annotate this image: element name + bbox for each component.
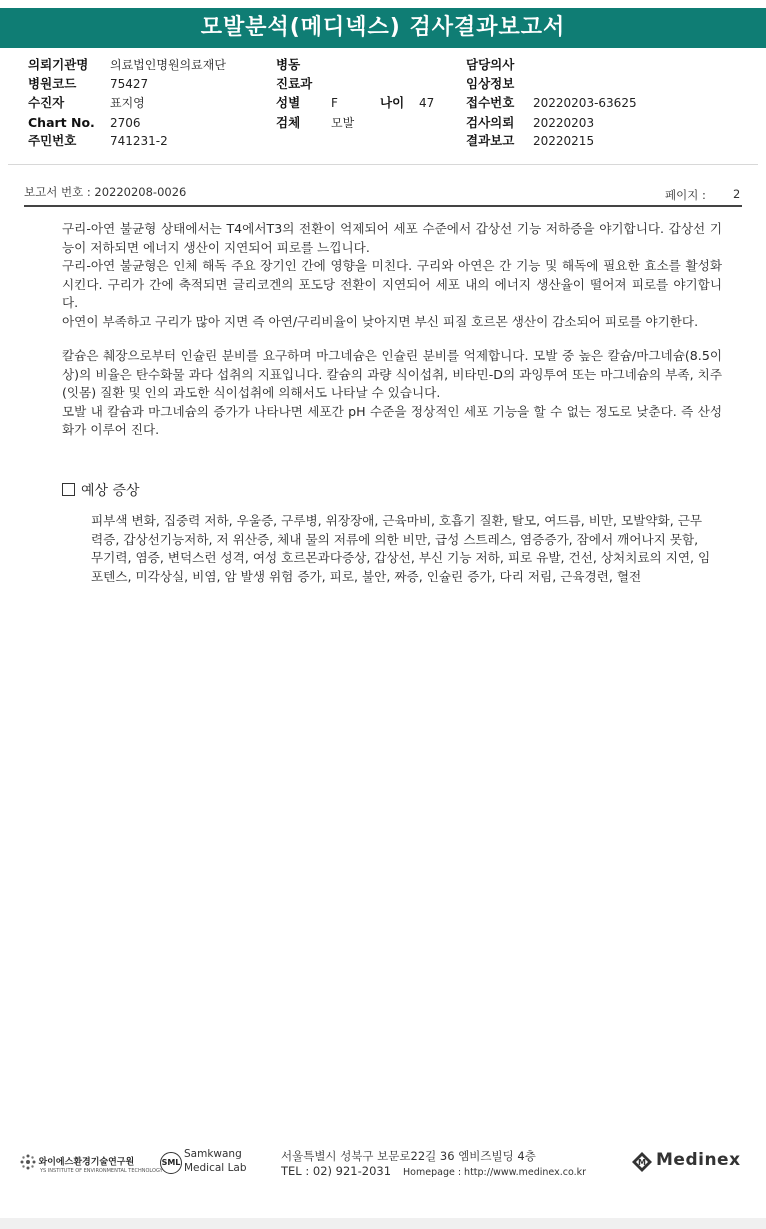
age-value: 47 xyxy=(419,96,435,110)
patient-value: 표지영 xyxy=(110,96,145,110)
id-value: 741231-2 xyxy=(110,134,168,148)
report-body xyxy=(62,220,722,440)
chart-value: 2706 xyxy=(110,116,141,130)
footer-address: 서울특별시 성북구 보문로22길 36 엠비즈빌딩 4층 xyxy=(281,1149,536,1163)
medinex-wordmark: Medinex xyxy=(656,1150,741,1170)
result-value: 20220215 xyxy=(533,134,595,148)
page-number: 2 xyxy=(733,187,741,201)
paragraph-1: 구리-아연 불균형 상태에서는 T4에서T3의 전환이 억제되어 세포 수준에서 갑상선 기능 저하증을 야기합니다. 갑상선 기능이 저하되면 에너지 생산이 지연되어 피로를 느낍니다. xyxy=(62,221,722,255)
request-label: 검사의뢰 xyxy=(466,115,515,130)
ys-institute-name: 와이에스환경기술연구원 xyxy=(38,1157,135,1168)
hospital-code-label: 병원코드 xyxy=(28,76,77,91)
doctor-label: 담당의사 xyxy=(466,57,515,72)
specimen-label: 검체 xyxy=(276,115,301,130)
medinex-logo xyxy=(632,1150,742,1176)
page-label: 페이지 : xyxy=(665,188,706,202)
info-divider xyxy=(8,164,758,165)
result-label: 결과보고 xyxy=(466,133,515,148)
dept-label: 진료과 xyxy=(276,76,313,91)
receipt-value: 20220203-63625 xyxy=(533,96,637,110)
chart-label: Chart No. xyxy=(28,115,95,130)
symptoms-list: 피부색 변화, 집중력 저하, 우울증, 구루병, 위장장애, 근육마비, 호흡기 질환, 탈모, 여드름, 비만, 모발약화, 근무력증, 갑상선기능저하, 저 위산증, 체내 물의 저류에 의한 비만, 급성 스트레스, 염증증가, 잠에서 깨어나지 못함, 무기력, 염증, 변덕스런 성격, 여성 호르몬과다증상, 갑상선, 부신 기능 저하, 피로 유발, 건선, 상처치료의 지연, 임포텐스, 미각상실, 비염, 암 발생 위험 증가, 피로, 불안, 짜증, 인슐린 증가, 다리 저림, 근육경련, 혈전 xyxy=(91,513,711,584)
clinical-label: 임상정보 xyxy=(466,76,515,91)
sex-value: F xyxy=(331,96,338,110)
header-rule xyxy=(24,205,742,207)
age-label: 나이 xyxy=(380,95,405,110)
sex-label: 성별 xyxy=(276,95,301,110)
report-number: 보고서 번호 : 20220208-0026 xyxy=(24,185,187,199)
sml-mark: SML xyxy=(160,1152,182,1174)
ys-institute-sub: YS INSTITUTE OF ENVIRONMENTAL TECHNOLOGY xyxy=(40,1168,163,1174)
ward-label: 병동 xyxy=(276,57,301,72)
institution-label: 의뢰기관명 xyxy=(28,57,89,72)
paragraph-5: 모발 내 칼슘과 마그네슘의 증가가 나타나면 세포간 pH 수준을 정상적인 세포 기능을 할 수 없는 정도로 낮춘다. 즉 산성화가 이루어 진다. xyxy=(62,403,722,437)
medinex-diamond-icon xyxy=(632,1152,652,1172)
paragraph-3: 아연이 부족하고 구리가 많아 지면 즉 아연/구리비율이 낮아지면 부신 피질 호르몬 생산이 감소되어 피로를 야기한다. xyxy=(62,313,699,329)
samkwang-sub: Medical Lab xyxy=(184,1162,247,1174)
hospital-code-value: 75427 xyxy=(110,77,149,91)
receipt-label: 접수번호 xyxy=(466,95,515,110)
paragraph-4: 칼슘은 췌장으로부터 인슐린 분비를 요구하며 마그네슘은 인슐린 분비를 억제합니다. 모발 중 높은 칼슘/마그네슘(8.5이상)의 비율은 탄수화물 과다 섭취의 지표입니다. 칼슘의 과량 식이섭취, 비타민-D의 과잉투여 또는 마그네슘의 부족, 치주(잇몸) 질환 및 인의 과도한 식이섭취에 의해서도 나타날 수 있습니다. xyxy=(62,348,722,400)
samkwang-name: Samkwang xyxy=(184,1148,242,1160)
section-expected-symptoms xyxy=(62,480,140,500)
footer-tel: TEL : 02) 921-2031 xyxy=(281,1164,392,1178)
id-label: 주민번호 xyxy=(28,133,77,148)
checkbox-square-icon xyxy=(62,483,75,496)
patient-label: 수진자 xyxy=(28,95,65,110)
request-value: 20220203 xyxy=(533,116,595,130)
ys-logo-icon xyxy=(20,1154,36,1170)
footer-contact xyxy=(281,1164,586,1178)
paragraph-2: 구리-아연 불균형은 인체 해독 주요 장기인 간에 영향을 미친다. 구리와 아연은 간 기능 및 해독에 필요한 효소를 활성화시킨다. 구리가 간에 축적되면 글리코겐의 포도당 전환이 지연되어 세포 내의 에너지 생산율이 떨어져 피로를 야기합니다. xyxy=(62,258,722,310)
svg-text:M: M xyxy=(638,1158,646,1167)
institution-value: 의료법인명원의료재단 xyxy=(110,58,226,72)
footer-homepage[interactable]: Homepage : http://www.medinex.co.kr xyxy=(403,1167,587,1178)
specimen-value: 모발 xyxy=(331,116,355,130)
report-title: 모발분석(메디넥스) 검사결과보고서 xyxy=(0,8,766,48)
section-title: 예상 증상 xyxy=(81,483,140,499)
ys-institute-logo xyxy=(20,1154,163,1174)
